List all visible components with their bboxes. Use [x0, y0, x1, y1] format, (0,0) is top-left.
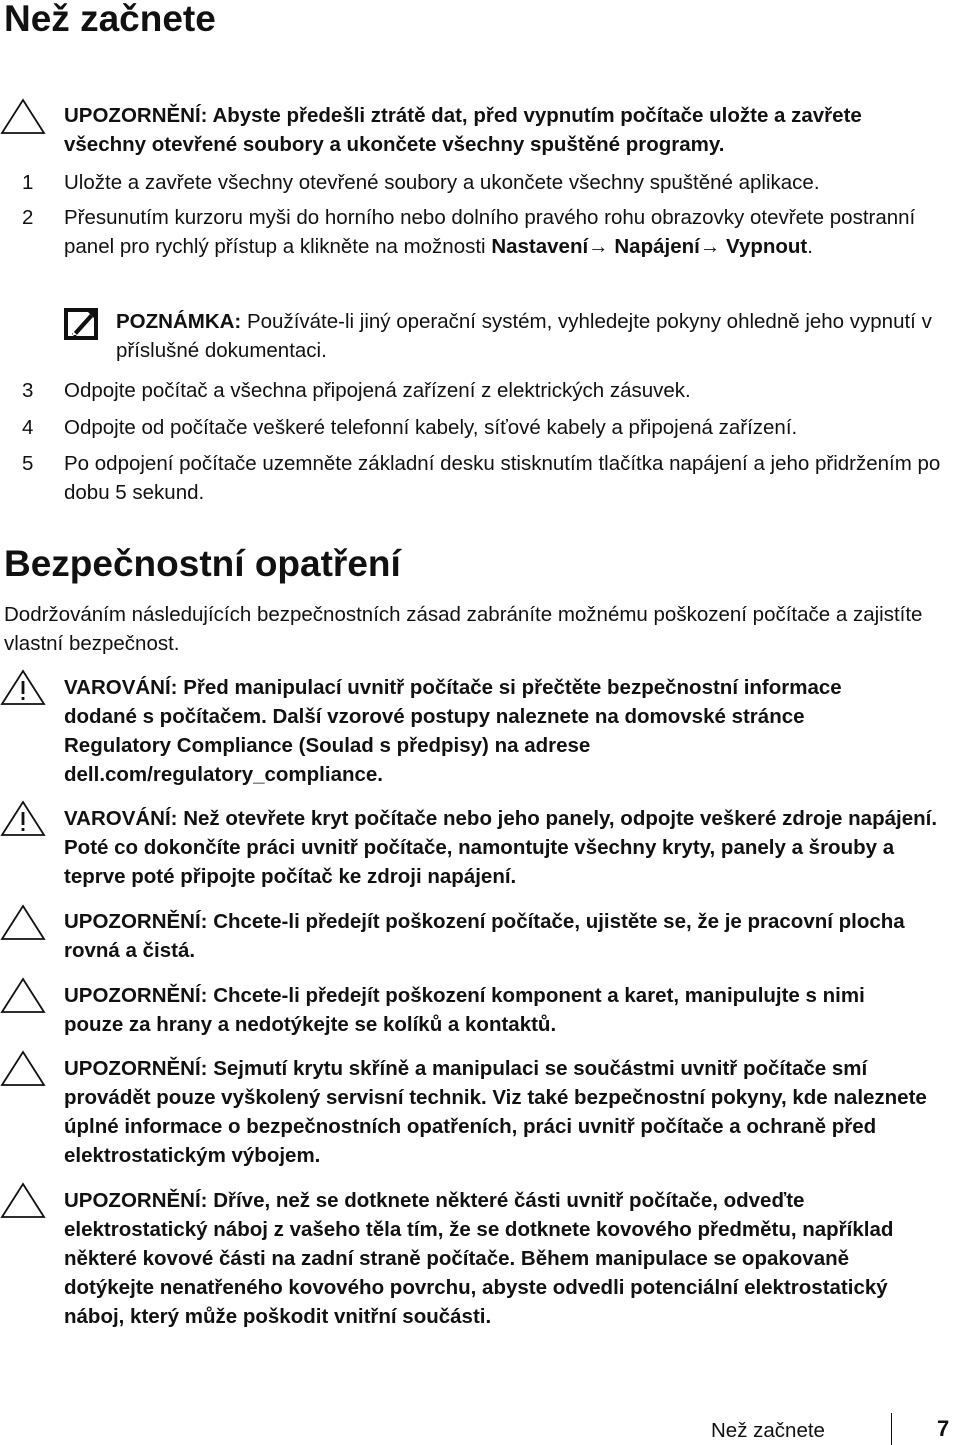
warning-label: VAROVÁNÍ:: [64, 676, 178, 699]
step-text-before: Přesunutím kurzoru myši do horního nebo dolního pravého rohu obrazovky otevřete postranní panel pro rychlý přístup a klikněte na možnosti: [64, 206, 916, 258]
caution-notice: [64, 981, 924, 1039]
note-text: Používáte-li jiný operační systém, vyhledejte pokyny ohledně jeho vypnutí v příslušné dokumentaci.: [116, 310, 932, 362]
menu-settings: Nastavení: [491, 235, 589, 258]
caution-icon: [0, 1181, 46, 1224]
page-number: 7: [937, 1416, 950, 1441]
caution-text: Sejmutí krytu skříně a manipulaci se součástmi uvnitř počítače smí provádět pouze vyškolený servisní technik. Viz také bezpečnostní pokyny, kde naleznete úplné informace o bezpečnostních opatřeních, práci uvnitř počítače a ochraně před elektrostatickým výbojem.: [64, 1057, 927, 1167]
caution-icon: [0, 97, 46, 140]
caution-label: UPOZORNĚNÍ:: [64, 910, 208, 933]
warning-icon: [0, 799, 46, 842]
warning-notice: [64, 673, 884, 789]
caution-label: UPOZORNĚNÍ:: [64, 984, 208, 1007]
caution-text: Chcete-li předejít poškození počítače, ujistěte se, že je pracovní plocha rovná a čistá.: [64, 910, 905, 962]
step-number: 4: [22, 416, 34, 439]
step-number: 1: [22, 171, 34, 194]
caution-notice: [64, 1054, 949, 1170]
caution-text: Chcete-li předejít poškození komponent a karet, manipulujte s nimi pouze za hrany a nedotýkejte se kolíků a kontaktů.: [64, 984, 865, 1036]
step-number: 3: [22, 379, 34, 402]
caution-text: Dříve, než se dotknete některé části uvnitř počítače, odveďte elektrostatický náboj z vašeho těla tím, že se dotknete kovového předmětu, například některé kovové části na zadní straně počítače. Během manipulace se opakovaně dotýkejte nenatřeného kovového povrchu, abyste odvedli potenciální elektrostatický náboj, který může poškodit vnitřní součásti.: [64, 1189, 894, 1328]
caution-label: UPOZORNĚNÍ:: [64, 1057, 208, 1080]
step-text: Odpojte od počítače veškeré telefonní kabely, síťové kabely a připojená zařízení.: [64, 416, 798, 439]
caution-text: Abyste předešli ztrátě dat, před vypnutím počítače uložte a zavřete všechny otevřené soubory a ukončete všechny spuštěné programy.: [64, 104, 862, 156]
section-title-before-you-begin: Než začnete: [4, 0, 216, 39]
menu-power: Napájení: [614, 235, 700, 258]
note-label: POZNÁMKA:: [116, 310, 242, 333]
caution-notice: [64, 101, 944, 159]
caution-icon: [0, 976, 46, 1019]
caution-notice: [64, 907, 954, 965]
caution-label: UPOZORNĚNÍ:: [64, 1189, 208, 1212]
caution-notice: [64, 1186, 924, 1331]
step-number: 2: [22, 206, 34, 229]
safety-intro: Dodržováním následujících bezpečnostních zásad zabráníte možnému poškození počítače a zajistíte vlastní bezpečnost.: [4, 603, 923, 655]
arrow-icon: →: [699, 235, 721, 258]
section-title-safety: Bezpečnostní opatření: [4, 543, 401, 584]
step-text: Odpojte počítač a všechna připojená zařízení z elektrických zásuvek.: [64, 379, 691, 402]
step-text: Uložte a zavřete všechny otevřené soubory a ukončete všechny spuštěné aplikace.: [64, 171, 820, 194]
caution-icon: [0, 903, 46, 946]
warning-notice: [64, 804, 954, 891]
footer-section-name: Než začnete: [711, 1419, 825, 1442]
note-icon: [64, 308, 98, 345]
step-text: [64, 203, 944, 261]
warning-icon: [0, 668, 46, 711]
caution-icon: [0, 1049, 46, 1092]
warning-label: VAROVÁNÍ:: [64, 807, 178, 830]
warning-text: Než otevřete kryt počítače nebo jeho panely, odpojte veškeré zdroje napájení. Poté co dokončíte práci uvnitř počítače, namontujte všechny kryty, panely a šrouby a teprve poté připojte počítač ke zdroji napájení.: [64, 807, 938, 888]
period: .: [807, 235, 813, 258]
note-notice: [116, 307, 956, 365]
footer-divider: [891, 1413, 892, 1445]
warning-text: Před manipulací uvnitř počítače si přečtěte bezpečnostní informace dodané s počítačem. Další vzorové postupy naleznete na domovské stránce Regulatory Compliance (Soulad s předpisy) na adrese dell.com/regulatory_compliance.: [64, 676, 842, 786]
caution-label: UPOZORNĚNÍ:: [64, 104, 208, 127]
step-text: Po odpojení počítače uzemněte základní desku stisknutím tlačítka napájení a jeho přidržením po dobu 5 sekund.: [64, 452, 941, 504]
menu-shutdown: Vypnout: [726, 235, 808, 258]
arrow-icon: →: [588, 235, 609, 258]
step-number: 5: [22, 452, 34, 475]
